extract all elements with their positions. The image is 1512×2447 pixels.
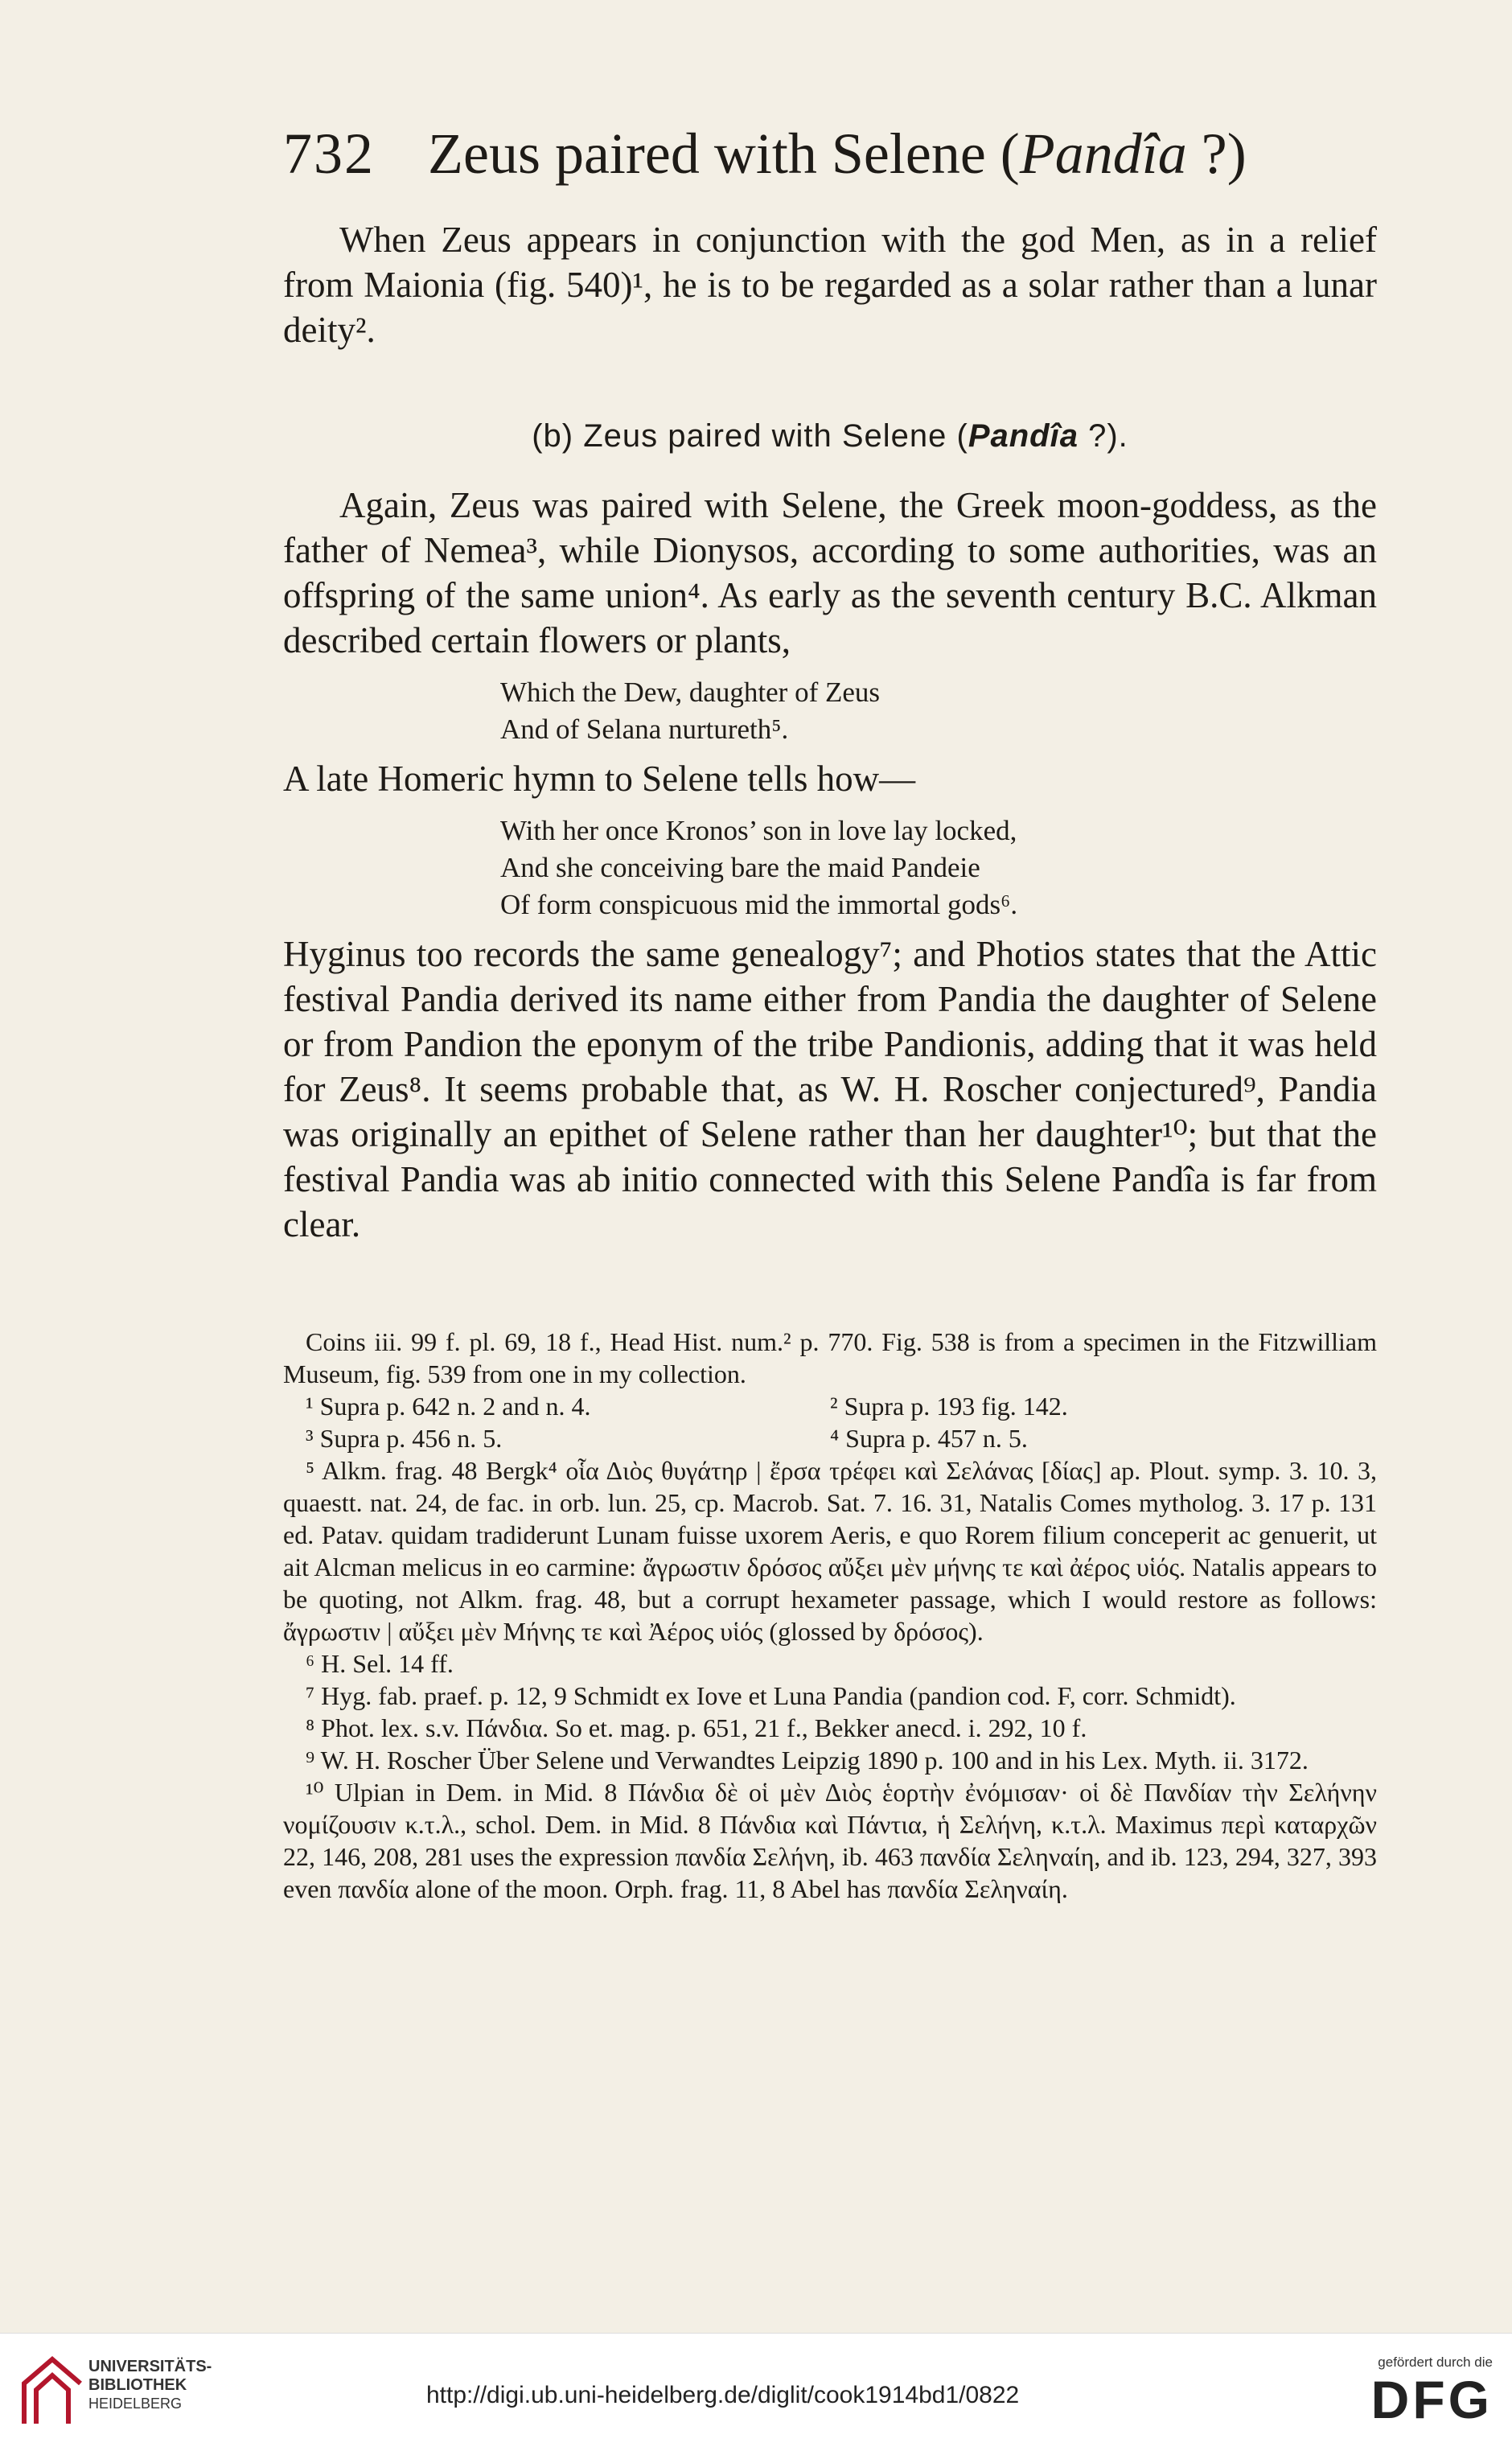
verse-alkman [500, 674, 1377, 748]
footnote-2: ² Supra p. 193 fig. 142. [830, 1392, 1068, 1421]
paragraph-2: A late Homeric hymn to Selene tells how— [283, 759, 916, 799]
verse-line: And of Selana nurtureth⁵. [500, 714, 789, 745]
section-heading: (b) Zeus paired with Selene (Pandîa ?). [532, 418, 1128, 454]
footnote-8: ⁸ Phot. lex. s.v. Πάνδια. So et. mag. p. 651, 21 f., Bekker anecd. i. 292, 10 f. [306, 1713, 1087, 1742]
running-title: Zeus paired with Selene (Pandîa ?) [428, 121, 1247, 186]
institution-name: UNIVERSITÄTS- BIBLIOTHEK HEIDELBERG [88, 2358, 212, 2412]
verse-line: Of form conspicuous mid the immortal gods⁶. [500, 889, 1018, 920]
footnote-6: ⁶ H. Sel. 14 ff. [306, 1649, 454, 1678]
paragraph-3: Hyginus too records the same genealogy⁷; and Photios states that the Attic festival Pandia derived its name either from Pandia the daughter of Selene or from Pandion the eponym of the tribe Pandionis, adding that it was held for Zeus⁸. It seems probable that, as W. H. Roscher conjectured⁹, Pandia was originally an epithet of Selene rather than her daughter¹⁰; but that the festival Pandia was ab initio connected with this Selene Pandîa is far from clear. [283, 934, 1377, 1244]
intro-paragraph: When Zeus appears in conjunction with the god Men, as in a relief from Maionia (fig. 540)¹, he is to be regarded as a solar rather than a lunar deity². [283, 220, 1377, 350]
main-text [283, 483, 1377, 1247]
sponsor-block [1371, 2354, 1493, 2428]
footnotes [283, 1326, 1377, 1905]
verse-line: With her once Kronos’ son in love lay locked, [500, 815, 1017, 846]
sponsor-text: gefördert durch die [1378, 2354, 1493, 2370]
page-number: 732 [283, 121, 375, 186]
footnote-10: ¹⁰ Ulpian in Dem. in Mid. 8 Πάνδια δὲ οἱ μὲν Διὸς ἑορτὴν ἐνόμισαν· οἱ δὲ Πανδίαν τὴν Σελήνην νομίζουσιν κ.τ.λ., schol. Dem. in Mid. 8 Πάνδια καὶ Πάντια, ἡ Σελήνη, κ.τ.λ. Maximus περὶ καταρχῶν 22, 146, 208, 281 uses the expression πανδία Σελήνη, ib. 463 πανδία Σεληναίη, and ib. 123, 294, 327, 393 even πανδία alone of the moon. Orph. frag. 11, 8 Abel has πανδία Σεληναίη. [283, 1778, 1377, 1903]
footnote-3: ³ Supra p. 456 n. 5. [306, 1424, 503, 1453]
verse-line: And she conceiving bare the maid Pandeie [500, 852, 980, 883]
running-header [283, 121, 1377, 209]
university-library-logo-icon [16, 2351, 88, 2432]
verse-line: Which the Dew, daughter of Zeus [500, 677, 881, 708]
source-url-link[interactable]: http://digi.ub.uni-heidelberg.de/diglit/cook1914bd1/0822 [426, 2382, 1020, 2408]
footnote-pair [283, 1422, 1377, 1454]
verse-hymn [500, 812, 1377, 923]
footnote-5: ⁵ Alkm. frag. 48 Bergk⁴ οἷα Διὸς θυγάτηρ | ἔρσα τρέφει καὶ Σελάνας [δίας] ap. Plout. symp. 3. 10. 3, quaestt. nat. 24, de fac. in orb. lun. 25, cp. Macrob. Sat. 7. 16. 31, Natalis Comes mytholog. 3. 17 p. 131 ed. Patav. quidam tradiderunt Lunam fuisse uxorem Aeris, e quo Rorem filium conceperit ac genuerit, ut ait Alcman melicus in eo carmine: ἄγρωστιν δρόσος αὔξει μὲν μήνης τε καὶ ἀέρος υἱός. Natalis appears to be quoting, not Alkm. frag. 48, but a corrupt hexameter passage, which I would restore as follows: ἄγρωστιν | αὔξει μὲν Μήνης τε καὶ Ἀέρος υἱός (glossed by δρόσος). [283, 1456, 1377, 1646]
footnote-4: ⁴ Supra p. 457 n. 5. [830, 1424, 1028, 1453]
intro-block [283, 217, 1377, 352]
footnote-7: ⁷ Hyg. fab. praef. p. 12, 9 Schmidt ex Iove et Luna Pandia (pandion cod. F, corr. Schmidt). [306, 1681, 1236, 1710]
footnote-9: ⁹ W. H. Roscher Über Selene und Verwandtes Leipzig 1890 p. 100 and in his Lex. Myth. ii. 3172. [306, 1746, 1309, 1775]
footnote-coins: Coins iii. 99 f. pl. 69, 18 f., Head Hist. num.² p. 770. Fig. 538 is from a specimen in the Fitzwilliam Museum, fig. 539 from one in my collection. [283, 1327, 1377, 1388]
footnote-1: ¹ Supra p. 642 n. 2 and n. 4. [306, 1392, 591, 1421]
footnote-pair [283, 1390, 1377, 1422]
digitization-footer [0, 2333, 1512, 2447]
paragraph-1: Again, Zeus was paired with Selene, the Greek moon-goddess, as the father of Nemea³, while Dionysos, according to some authorities, was an offspring of the same union⁴. As early as the seventh century B.C. Alkman described certain flowers or plants, [283, 485, 1377, 660]
dfg-logo-icon: DFG [1370, 2370, 1493, 2429]
